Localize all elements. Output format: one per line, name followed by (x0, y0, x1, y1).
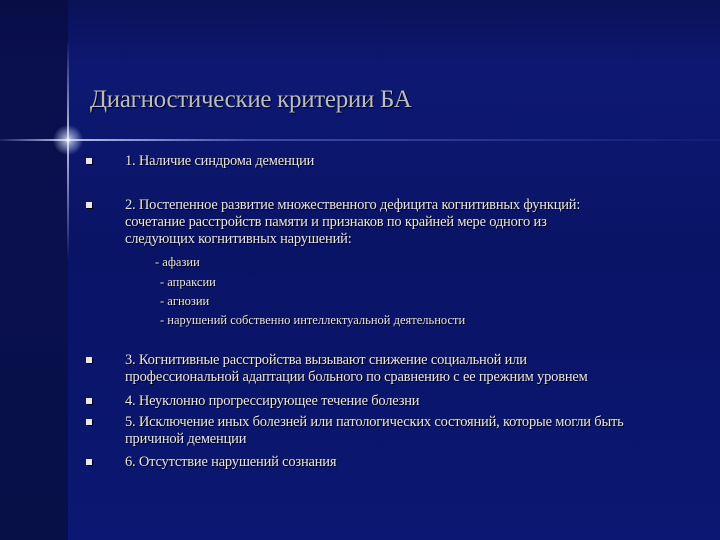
bullet-icon (86, 459, 92, 465)
subitem-aphasia: - афазии (155, 255, 200, 269)
criterion-line: причиной деменции (125, 431, 247, 447)
bullet-icon (86, 357, 92, 363)
criterion-line: следующих когнитивных нарушений: (125, 231, 352, 247)
criterion-5 (125, 414, 700, 448)
criterion-1 (125, 153, 700, 170)
criterion-line: 1. Наличие синдрома деменции (125, 153, 315, 169)
criterion-6 (125, 454, 700, 471)
criterion-line: профессиональной адаптации больного по сравнению с ее прежним уровнем (125, 369, 588, 385)
criterion-3 (125, 352, 700, 386)
bullet-icon (86, 398, 92, 404)
criterion-line: 6. Отсутствие нарушений сознания (125, 454, 337, 470)
slide-title: Диагностические критерии БА (90, 86, 412, 113)
criterion-4 (125, 393, 700, 410)
criterion-2 (125, 197, 700, 248)
bullet-icon (86, 158, 92, 164)
bullet-icon (86, 419, 92, 425)
criterion-line: 2. Постепенное развитие множественного дефицита когнитивных функций: (125, 197, 581, 213)
subitem-apraxia: - апраксии (160, 275, 216, 289)
subitem-intellectual: - нарушений собственно интеллектуальной деятельности (160, 313, 466, 327)
criterion-line: 3. Когнитивные расстройства вызывают снижение социальной или (125, 352, 527, 368)
criterion-line: сочетание расстройств памяти и признаков по крайней мере одного из (125, 214, 547, 230)
criterion-line: 4. Неуклонно прогрессирующее течение болезни (125, 393, 420, 409)
criterion-line: 5. Исключение иных болезней или патологических состояний, которые могли быть (125, 414, 624, 430)
subitem-agnosia: - агнозии (160, 294, 210, 308)
bullet-icon (86, 202, 92, 208)
